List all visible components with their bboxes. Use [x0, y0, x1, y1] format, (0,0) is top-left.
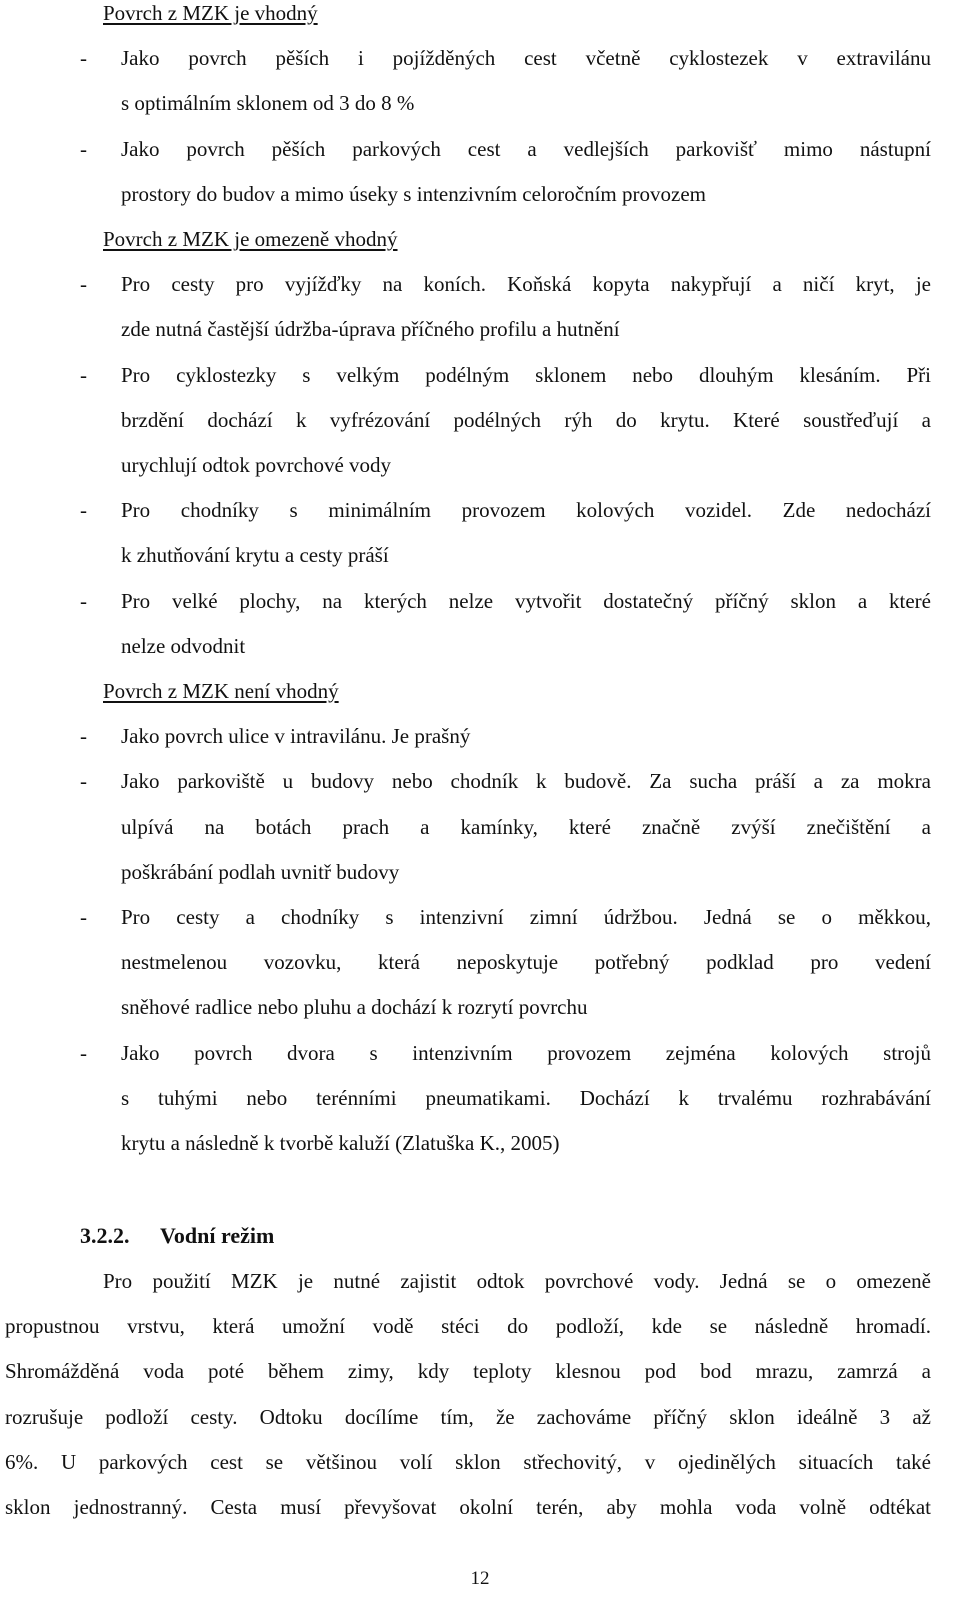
list-item-line: Jako povrch ulice v intravilánu. Je prašný	[121, 724, 471, 748]
paragraph-line: Pro použití MZK je nutné zajistit odtok povrchové vody. Jedná se o omezeně	[103, 1269, 931, 1293]
list-dash: -	[80, 724, 87, 748]
list-dash: -	[80, 589, 87, 613]
list-item-line: Pro chodníky s minimálním provozem kolových vozidel. Zde nedochází	[121, 498, 931, 522]
paragraph-line: rozrušuje podloží cesty. Odtoku docílíme tím, že zachováme příčný sklon ideálně 3 až	[5, 1405, 931, 1429]
list-item-line: Jako parkoviště u budovy nebo chodník k budově. Za sucha práší a za mokra	[121, 769, 931, 793]
list-item-line: Jako povrch dvora s intenzivním provozem zejména kolových strojů	[121, 1041, 931, 1065]
list-dash: -	[80, 363, 87, 387]
paragraph-line: 6%. U parkových cest se většinou volí sklon střechovitý, v ojedinělých situacích také	[5, 1450, 931, 1474]
list-item-line: sněhové radlice nebo pluhu a dochází k rozrytí povrchu	[121, 995, 588, 1019]
list-item-line: nelze odvodnit	[121, 634, 246, 658]
list-dash: -	[80, 905, 87, 929]
list-item-line: zde nutná častější údržba-úprava příčného profilu a hutnění	[121, 317, 620, 341]
list-item-line: urychlují odtok povrchové vody	[121, 453, 392, 477]
list-dash: -	[80, 498, 87, 522]
list-item-line: prostory do budov a mimo úseky s intenzivním celoročním provozem	[121, 182, 706, 206]
list-dash: -	[80, 46, 87, 70]
list-item-line: k zhutňování krytu a cesty práší	[121, 543, 389, 567]
list-item-line: brzdění dochází k vyfrézování podélných rýh do krytu. Které soustřeďují a	[121, 408, 931, 432]
subsection-number: 3.2.2.	[80, 1223, 130, 1248]
list-item-line: s optimálním sklonem od 3 do 8 %	[121, 91, 415, 115]
list-item-line: Pro cyklostezky s velkým podélným sklonem nebo dlouhým klesáním. Při	[121, 363, 931, 387]
list-item-line: Jako povrch pěších i pojížděných cest včetně cyklostezek v extravilánu	[121, 46, 931, 70]
paragraph-line: propustnou vrstvu, která umožní vodě stéci do podloží, kde se následně hromadí.	[5, 1314, 931, 1338]
list-item-line: s tuhými nebo terénními pneumatikami. Dochází k trvalému rozhrabávání	[121, 1086, 931, 1110]
subsection-title: Vodní režim	[160, 1223, 275, 1248]
list-item-line: Pro cesty pro vyjížďky na koních. Koňská kopyta nakypřují a ničí kryt, je	[121, 272, 931, 296]
section-heading: Povrch z MZK není vhodný	[103, 679, 339, 703]
list-item-line: ulpívá na botách prach a kamínky, které značně zvýší znečištění a	[121, 815, 931, 839]
list-dash: -	[80, 1041, 87, 1065]
section-heading: Povrch z MZK je vhodný	[103, 1, 318, 25]
list-item-line: poškrábání podlah uvnitř budovy	[121, 860, 400, 884]
section-heading: Povrch z MZK je omezeně vhodný	[103, 227, 398, 251]
list-dash: -	[80, 137, 87, 161]
list-item-line: krytu a následně k tvorbě kaluží (Zlatuška K., 2005)	[121, 1131, 560, 1155]
paragraph-line: sklon jednostranný. Cesta musí převyšovat okolní terén, aby mohla voda volně odtékat	[5, 1495, 931, 1519]
paragraph-line: Shromážděná voda poté během zimy, kdy teploty klesnou pod bod mrazu, zamrzá a	[5, 1359, 931, 1383]
list-item-line: Pro cesty a chodníky s intenzivní zimní údržbou. Jedná se o měkkou,	[121, 905, 931, 929]
list-dash: -	[80, 769, 87, 793]
list-item-line: Jako povrch pěších parkových cest a vedlejších parkovišť mimo nástupní	[121, 137, 931, 161]
list-item-line: nestmelenou vozovku, která neposkytuje potřebný podklad pro vedení	[121, 950, 931, 974]
list-item-line: Pro velké plochy, na kterých nelze vytvořit dostatečný příčný sklon a které	[121, 589, 931, 613]
list-dash: -	[80, 272, 87, 296]
page-number: 12	[470, 1568, 490, 1589]
